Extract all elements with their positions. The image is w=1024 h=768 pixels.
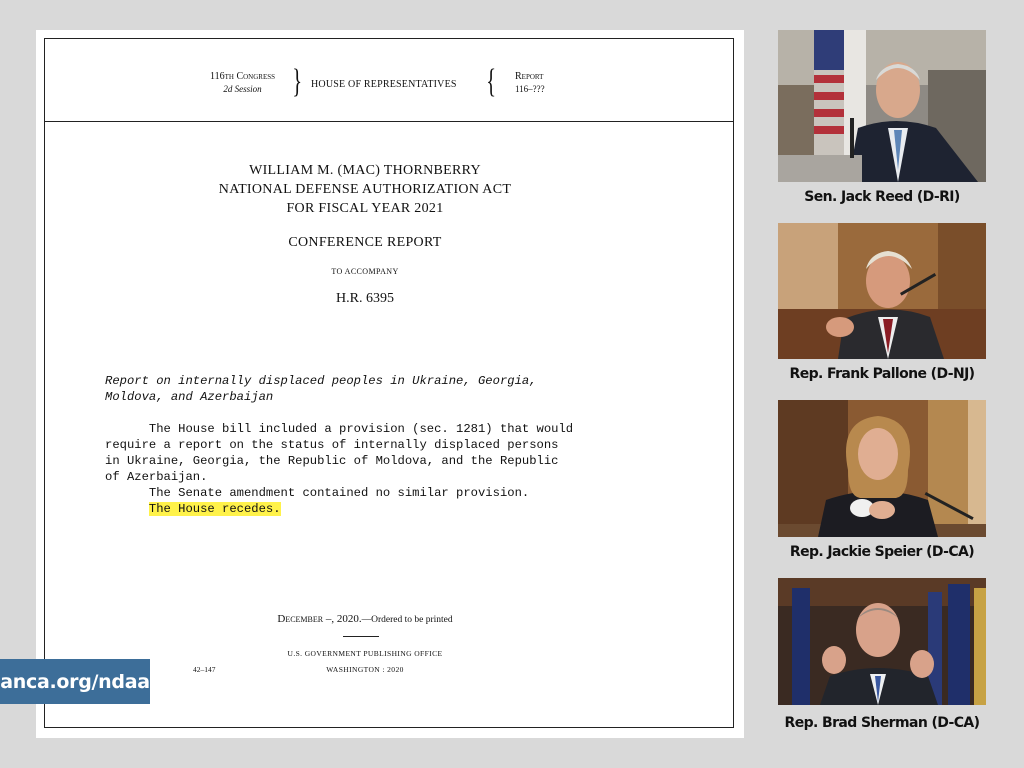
caption-jackie-speier: Rep. Jackie Speier (D-CA) bbox=[789, 544, 975, 560]
title-line: NATIONAL DEFENSE AUTHORIZATION ACT bbox=[218, 182, 512, 197]
highlight-indent bbox=[105, 502, 149, 516]
report-header bbox=[45, 39, 733, 122]
to-accompany-label: TO ACCOMPANY bbox=[331, 267, 399, 276]
section-title bbox=[105, 373, 685, 405]
congress-session bbox=[195, 71, 290, 95]
photo-jackie-speier bbox=[778, 400, 986, 537]
printed-note-text: —Ordered to be printed bbox=[361, 615, 453, 625]
anca-link-badge: anca.org/ndaa bbox=[0, 659, 150, 704]
photo-frank-pallone bbox=[778, 223, 986, 359]
body-line: require a report on the status of internally displaced persons bbox=[105, 438, 559, 452]
report-number: 116–??? bbox=[515, 84, 545, 94]
chamber-label: HOUSE OF REPRESENTATIVES bbox=[311, 79, 457, 90]
gpo-label: U.S. GOVERNMENT PUBLISHING OFFICE bbox=[287, 649, 443, 658]
body-line: The Senate amendment contained no similar provision. bbox=[105, 486, 530, 500]
photo-jack-reed bbox=[778, 30, 986, 182]
footer-divider bbox=[343, 636, 379, 637]
section-title-line: Report on internally displaced peoples in Ukraine, Georgia, bbox=[105, 374, 537, 388]
title-line: WILLIAM M. (MAC) THORNBERRY bbox=[249, 163, 481, 178]
photo-brad-sherman bbox=[778, 578, 986, 705]
document-number: 42–147 bbox=[193, 665, 216, 674]
printed-note bbox=[45, 613, 685, 625]
bill-number: H.R. 6395 bbox=[336, 291, 394, 306]
document-page bbox=[44, 38, 734, 728]
highlighted-line-row bbox=[105, 501, 685, 517]
act-title bbox=[45, 161, 685, 218]
brace-left-icon: { bbox=[486, 63, 497, 100]
body-line: in Ukraine, Georgia, the Republic of Moldova, and the Republic bbox=[105, 454, 559, 468]
report-label: Report bbox=[515, 71, 544, 82]
session-label: 2d Session bbox=[223, 84, 262, 94]
report-number-block bbox=[515, 71, 545, 95]
place-year: WASHINGTON : 2020 bbox=[326, 665, 404, 674]
section-title-line: Moldova, and Azerbaijan bbox=[105, 390, 274, 404]
brace-right-icon: } bbox=[292, 63, 303, 100]
conference-report-heading: CONFERENCE REPORT bbox=[288, 235, 442, 250]
printed-date: December –, 2020. bbox=[277, 613, 362, 625]
caption-jack-reed: Sen. Jack Reed (D-RI) bbox=[804, 189, 960, 205]
document-panel bbox=[36, 30, 744, 738]
congress-label: 116th Congress bbox=[209, 71, 276, 82]
caption-frank-pallone: Rep. Frank Pallone (D-NJ) bbox=[789, 366, 975, 382]
body-line: of Azerbaijan. bbox=[105, 470, 208, 484]
provision-text bbox=[105, 421, 685, 517]
highlighted-line: The House recedes. bbox=[148, 502, 281, 516]
title-line: FOR FISCAL YEAR 2021 bbox=[286, 201, 444, 216]
caption-brad-sherman: Rep. Brad Sherman (D-CA) bbox=[784, 715, 980, 731]
body-line: The House bill included a provision (sec. 1281) that would bbox=[105, 422, 574, 436]
